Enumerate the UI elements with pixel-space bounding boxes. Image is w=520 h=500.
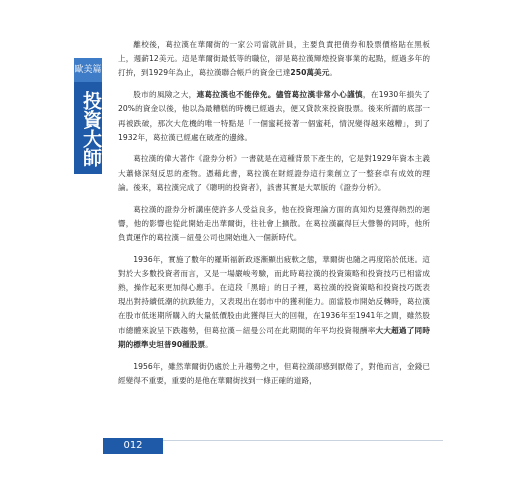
paragraph-tail: 。 — [205, 339, 213, 349]
emphasis-text: 250萬美元 — [290, 68, 330, 78]
paragraph-text: 股市的風險之大， — [133, 90, 197, 100]
paragraph-text: 離校後，葛拉漢在華爾街的一家公司當就計員，主要負責把債券和股票價格貼在黑板上，週薪12美元。這是華爾街最低等的職位，卻是葛拉漢輝煌投資事業的起點，經過多年的打拚，到1929年為止，葛拉漢聯合帳戶的資金已達 — [118, 40, 430, 78]
page-number: 012 — [103, 438, 163, 454]
paragraph-3 — [118, 152, 430, 195]
paragraph-tail: ，在1930年損失了20%的資金以後，他以為最糟糕的時機已經過去，便又貸款來投資股票。後來所謂的底部一再被跌破，那次大危機的唯一特點是「一個蜜耗接著一個蜜耗，情況變得越來越糟」，到了1932年，葛拉漢已經處在破產的邊緣。 — [118, 90, 430, 142]
chapter-title: 投資大師 — [80, 91, 102, 167]
paragraph-1 — [118, 38, 430, 81]
paragraph-tail: 。 — [329, 68, 337, 78]
paragraph-text: 1936年，實施了數年的羅斯福新政逐漸顯出疲軟之態，華爾街也隨之再度陷於低迷。這對於大多數投資者而言，又是一場嚴峻考驗，而此時葛拉漢的投資策略和投資技巧已相當成熟，操作起來更加得心應手。在這段「黑暗」的日子裡，葛拉漢的投資策略和投資技巧既表現出對持續低潮的抗跌能力，又表現出在弱市中的獲利能力。面當股市開始反轉時，葛拉漢在股市低迷期所購入的大量低價股由此獲得巨大的回報，在1936年至1941年之間，雖然股市總體來說呈下跌趨勢，但葛拉漢－紐曼公司在此期間的年平均投資報酬率 — [118, 254, 430, 335]
section-label: 歐美篇 — [74, 58, 102, 82]
paragraph-text: 1956年，雖然華爾街仍處於上升趨勢之中，但葛拉漢卻感到厭倦了，對他而言，金錢已經變得不重要，重要的是他在華爾街找到一條正確的道路， — [118, 361, 430, 385]
paragraph-text: 葛拉漢的證券分析講座使許多人受益良多，他在投資理論方面的真知灼見獲得熱烈的迴響，他的影響也從此開始走出華爾街，往社會上擴散。在葛拉漢贏得巨大聲譽的同時，他所負責運作的葛拉漢－紐曼公司也開始進入一個新時代。 — [118, 204, 430, 242]
paragraph-6 — [118, 360, 430, 388]
emphasis-text: 連葛拉漢也不能倖免。 — [196, 90, 276, 100]
emphasis-text-2: 儘管葛拉漢非常小心謹慎 — [275, 90, 363, 100]
paragraph-text: 葛拉漢的偉大著作《證券分析》一書就是在這種背景下產生的，它是對1929年資本主義大蕭條深刻反思的產物。憑藉此書，葛拉漢在財經證券這行業創立了一整套卓有成效的理論。後來，葛拉漢完成了《聰明的投資者》，該書其實是大眾版的《證券分析》。 — [118, 154, 430, 192]
paragraph-5 — [118, 253, 430, 352]
paragraph-4 — [118, 203, 430, 246]
emphasis-text: 大大超過了同時期的標準史坦普90種股票 — [118, 325, 430, 349]
paragraph-2 — [118, 88, 430, 145]
chapter-side-tab — [74, 58, 102, 174]
article-body — [118, 38, 430, 395]
